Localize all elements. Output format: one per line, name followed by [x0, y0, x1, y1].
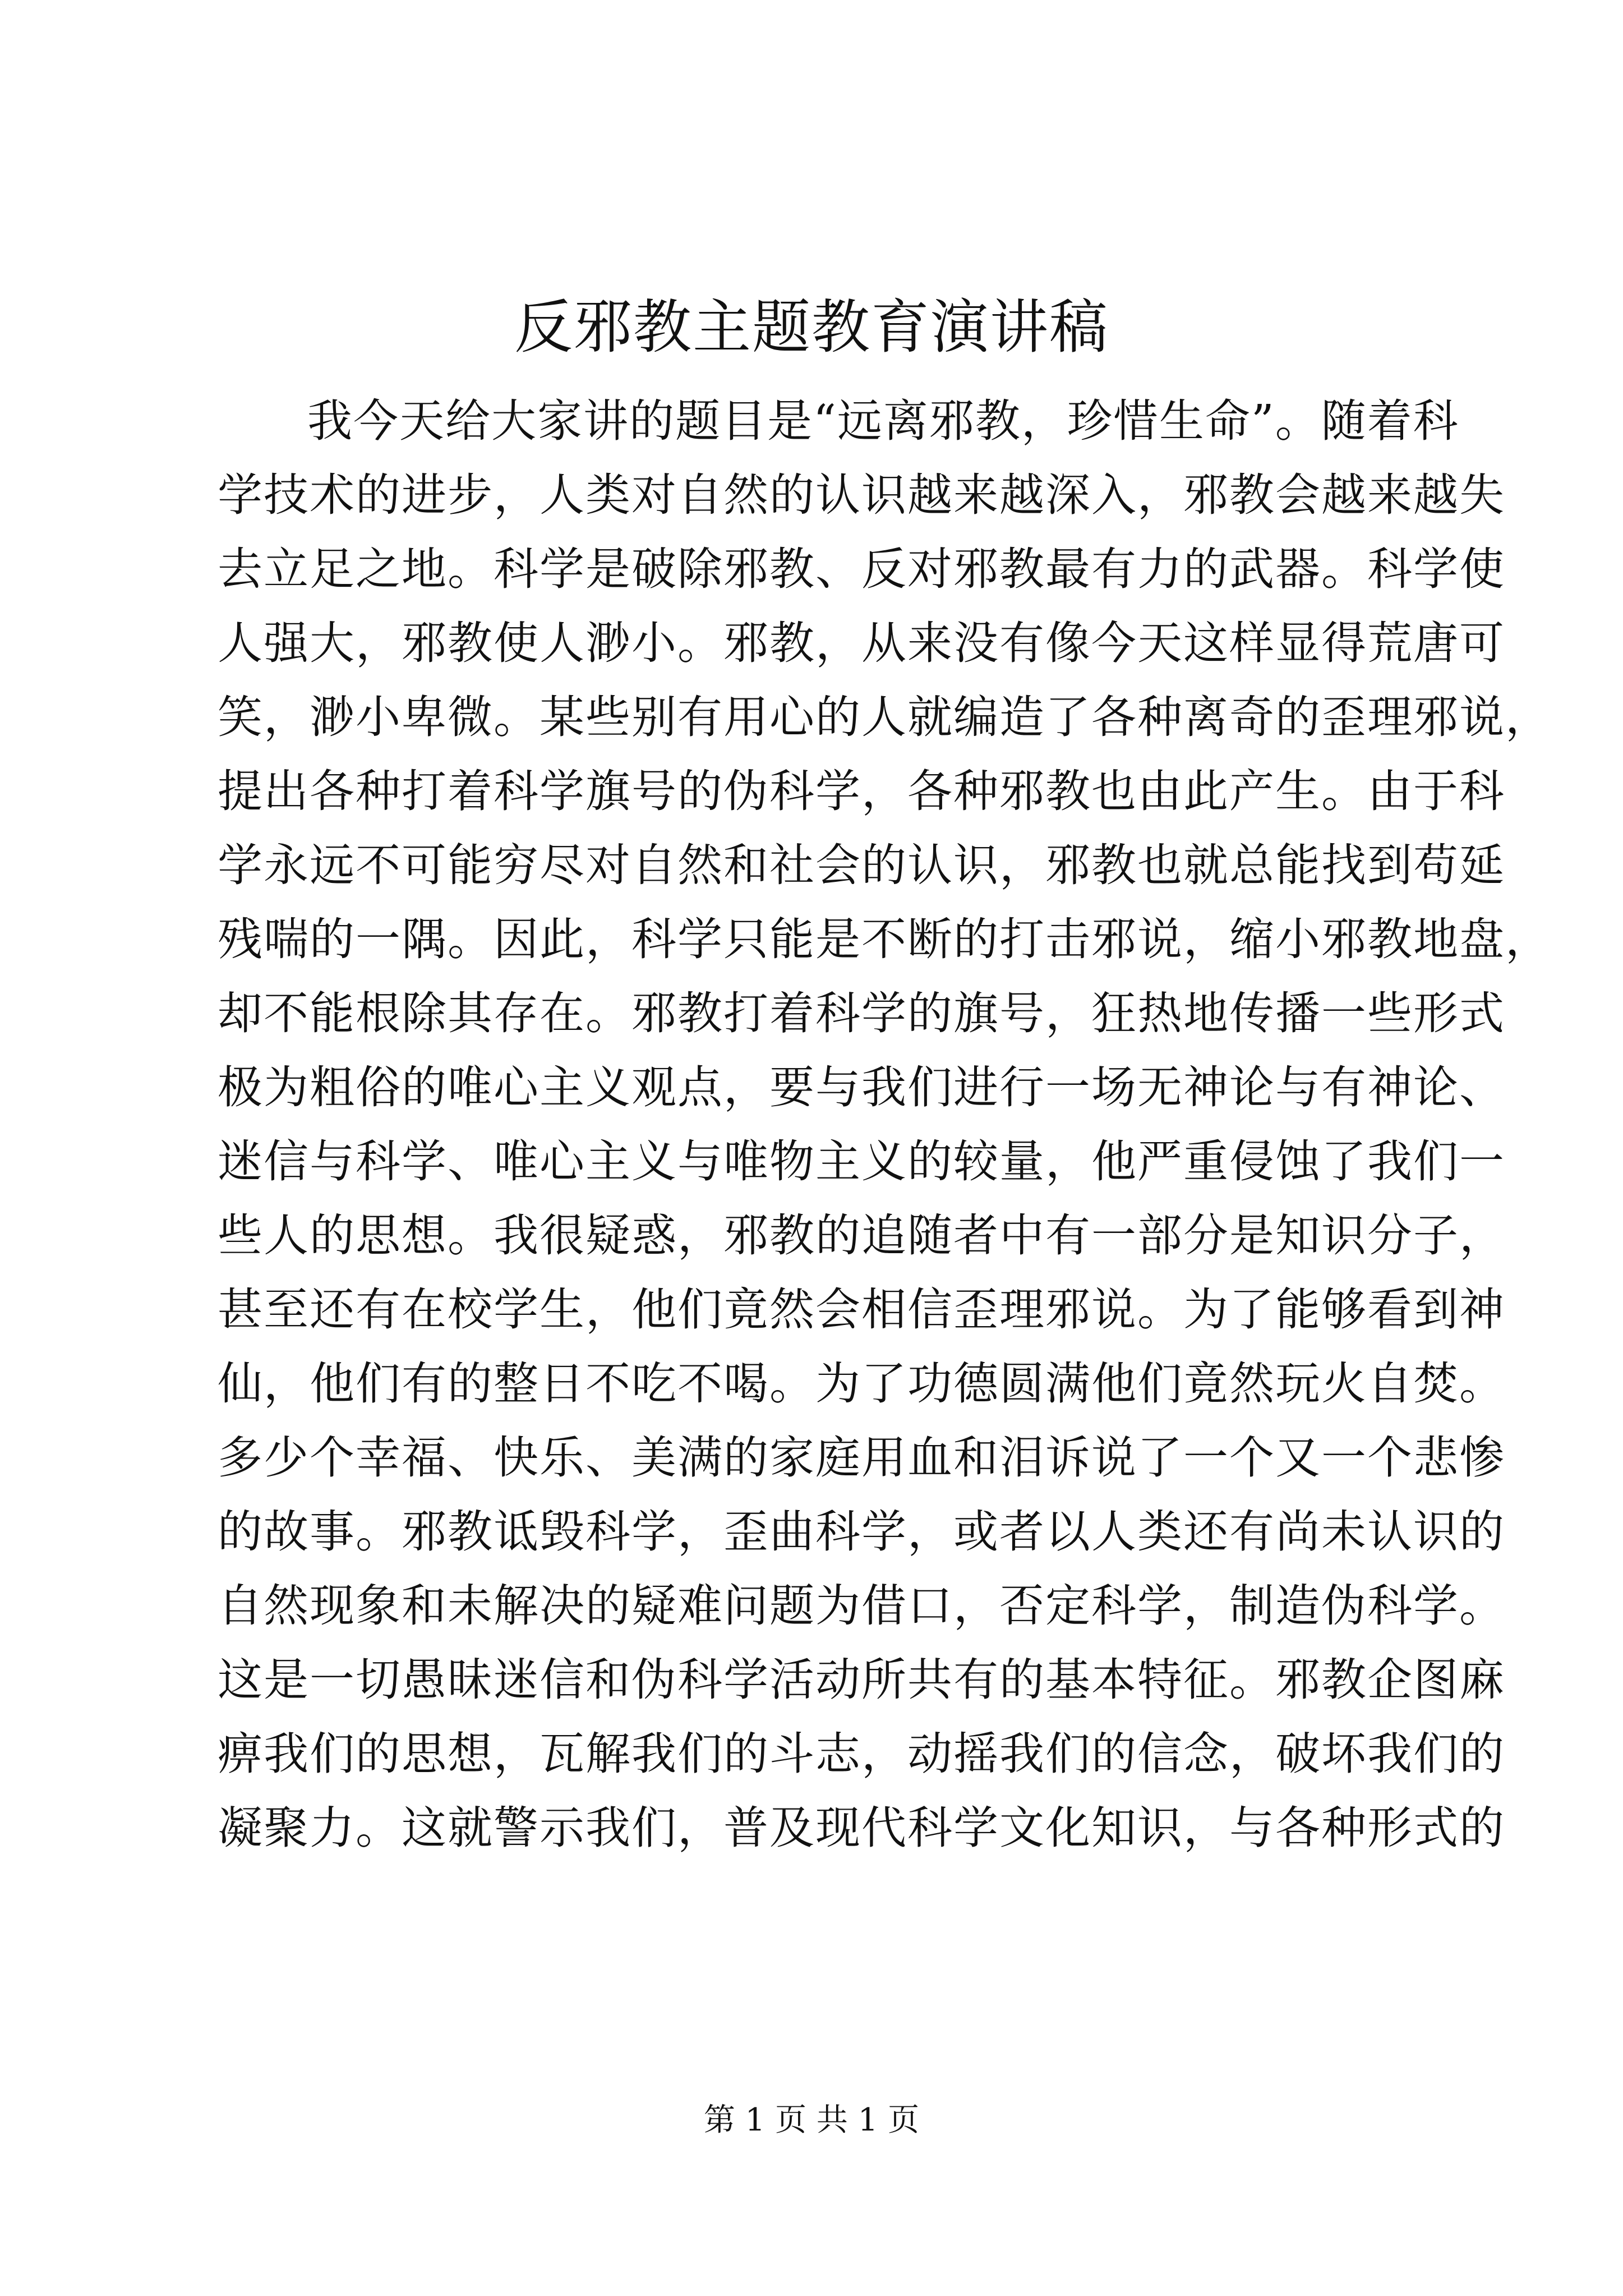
page-footer: 第 1 页 共 1 页 — [703, 2102, 920, 2138]
paragraph-line: 学技术的进步，人类对自然的认识越来越深入，邪教会越来越失 — [218, 469, 1505, 521]
paragraph-line: 痹我们的思想，瓦解我们的斗志，动摇我们的信念，破坏我们的 — [218, 1728, 1505, 1780]
paragraph-line: 凝聚力。这就警示我们，普及现代科学文化知识，与各种形式的 — [218, 1802, 1505, 1854]
paragraph-line: 自然现象和未解决的疑难问题为借口，否定科学，制造伪科学。 — [218, 1580, 1505, 1632]
paragraph-line: 这是一切愚昧迷信和伪科学活动所共有的基本特征。邪教企图麻 — [218, 1654, 1505, 1706]
paragraph-line: 我今天给大家讲的题目是“远离邪教，珍惜生命”。随着科 — [307, 395, 1459, 447]
paragraph-line: 的故事。邪教诋毁科学，歪曲科学，或者以人类还有尚未认识的 — [218, 1506, 1505, 1558]
paragraph-line: 却不能根除其存在。邪教打着科学的旗号，狂热地传播一些形式 — [218, 987, 1505, 1039]
paragraph-line: 极为粗俗的唯心主义观点，要与我们进行一场无神论与有神论、 — [218, 1061, 1505, 1114]
paragraph-line: 迷信与科学、唯心主义与唯物主义的较量，他严重侵蚀了我们一 — [218, 1135, 1505, 1188]
paragraph-line: 人强大，邪教使人渺小。邪教，从来没有像今天这样显得荒唐可 — [218, 617, 1505, 669]
paragraph-line: 残喘的一隅。因此，科学只能是不断的打击邪说，缩小邪教地盘， — [218, 913, 1551, 965]
paragraph-line: 笑，渺小卑微。某些别有用心的人就编造了各种离奇的歪理邪说， — [218, 691, 1551, 743]
paragraph-line: 些人的思想。我很疑惑，邪教的追随者中有一部分是知识分子， — [218, 1209, 1505, 1262]
document-body — [218, 384, 1551, 1865]
paragraph-line: 甚至还有在校学生，他们竟然会相信歪理邪说。为了能够看到神 — [218, 1283, 1505, 1336]
document-title: 反邪教主题教育演讲稿 — [514, 293, 1109, 361]
paragraph-line: 仙，他们有的整日不吃不喝。为了功德圆满他们竟然玩火自焚。 — [218, 1358, 1505, 1410]
paragraph-line: 去立足之地。科学是破除邪教、反对邪教最有力的武器。科学使 — [218, 543, 1505, 595]
paragraph-line: 学永远不可能穷尽对自然和社会的认识，邪教也就总能找到苟延 — [218, 839, 1505, 891]
paragraph-line: 多少个幸福、快乐、美满的家庭用血和泪诉说了一个又一个悲惨 — [218, 1432, 1505, 1484]
paragraph-line: 提出各种打着科学旗号的伪科学，各种邪教也由此产生。由于科 — [218, 765, 1505, 817]
